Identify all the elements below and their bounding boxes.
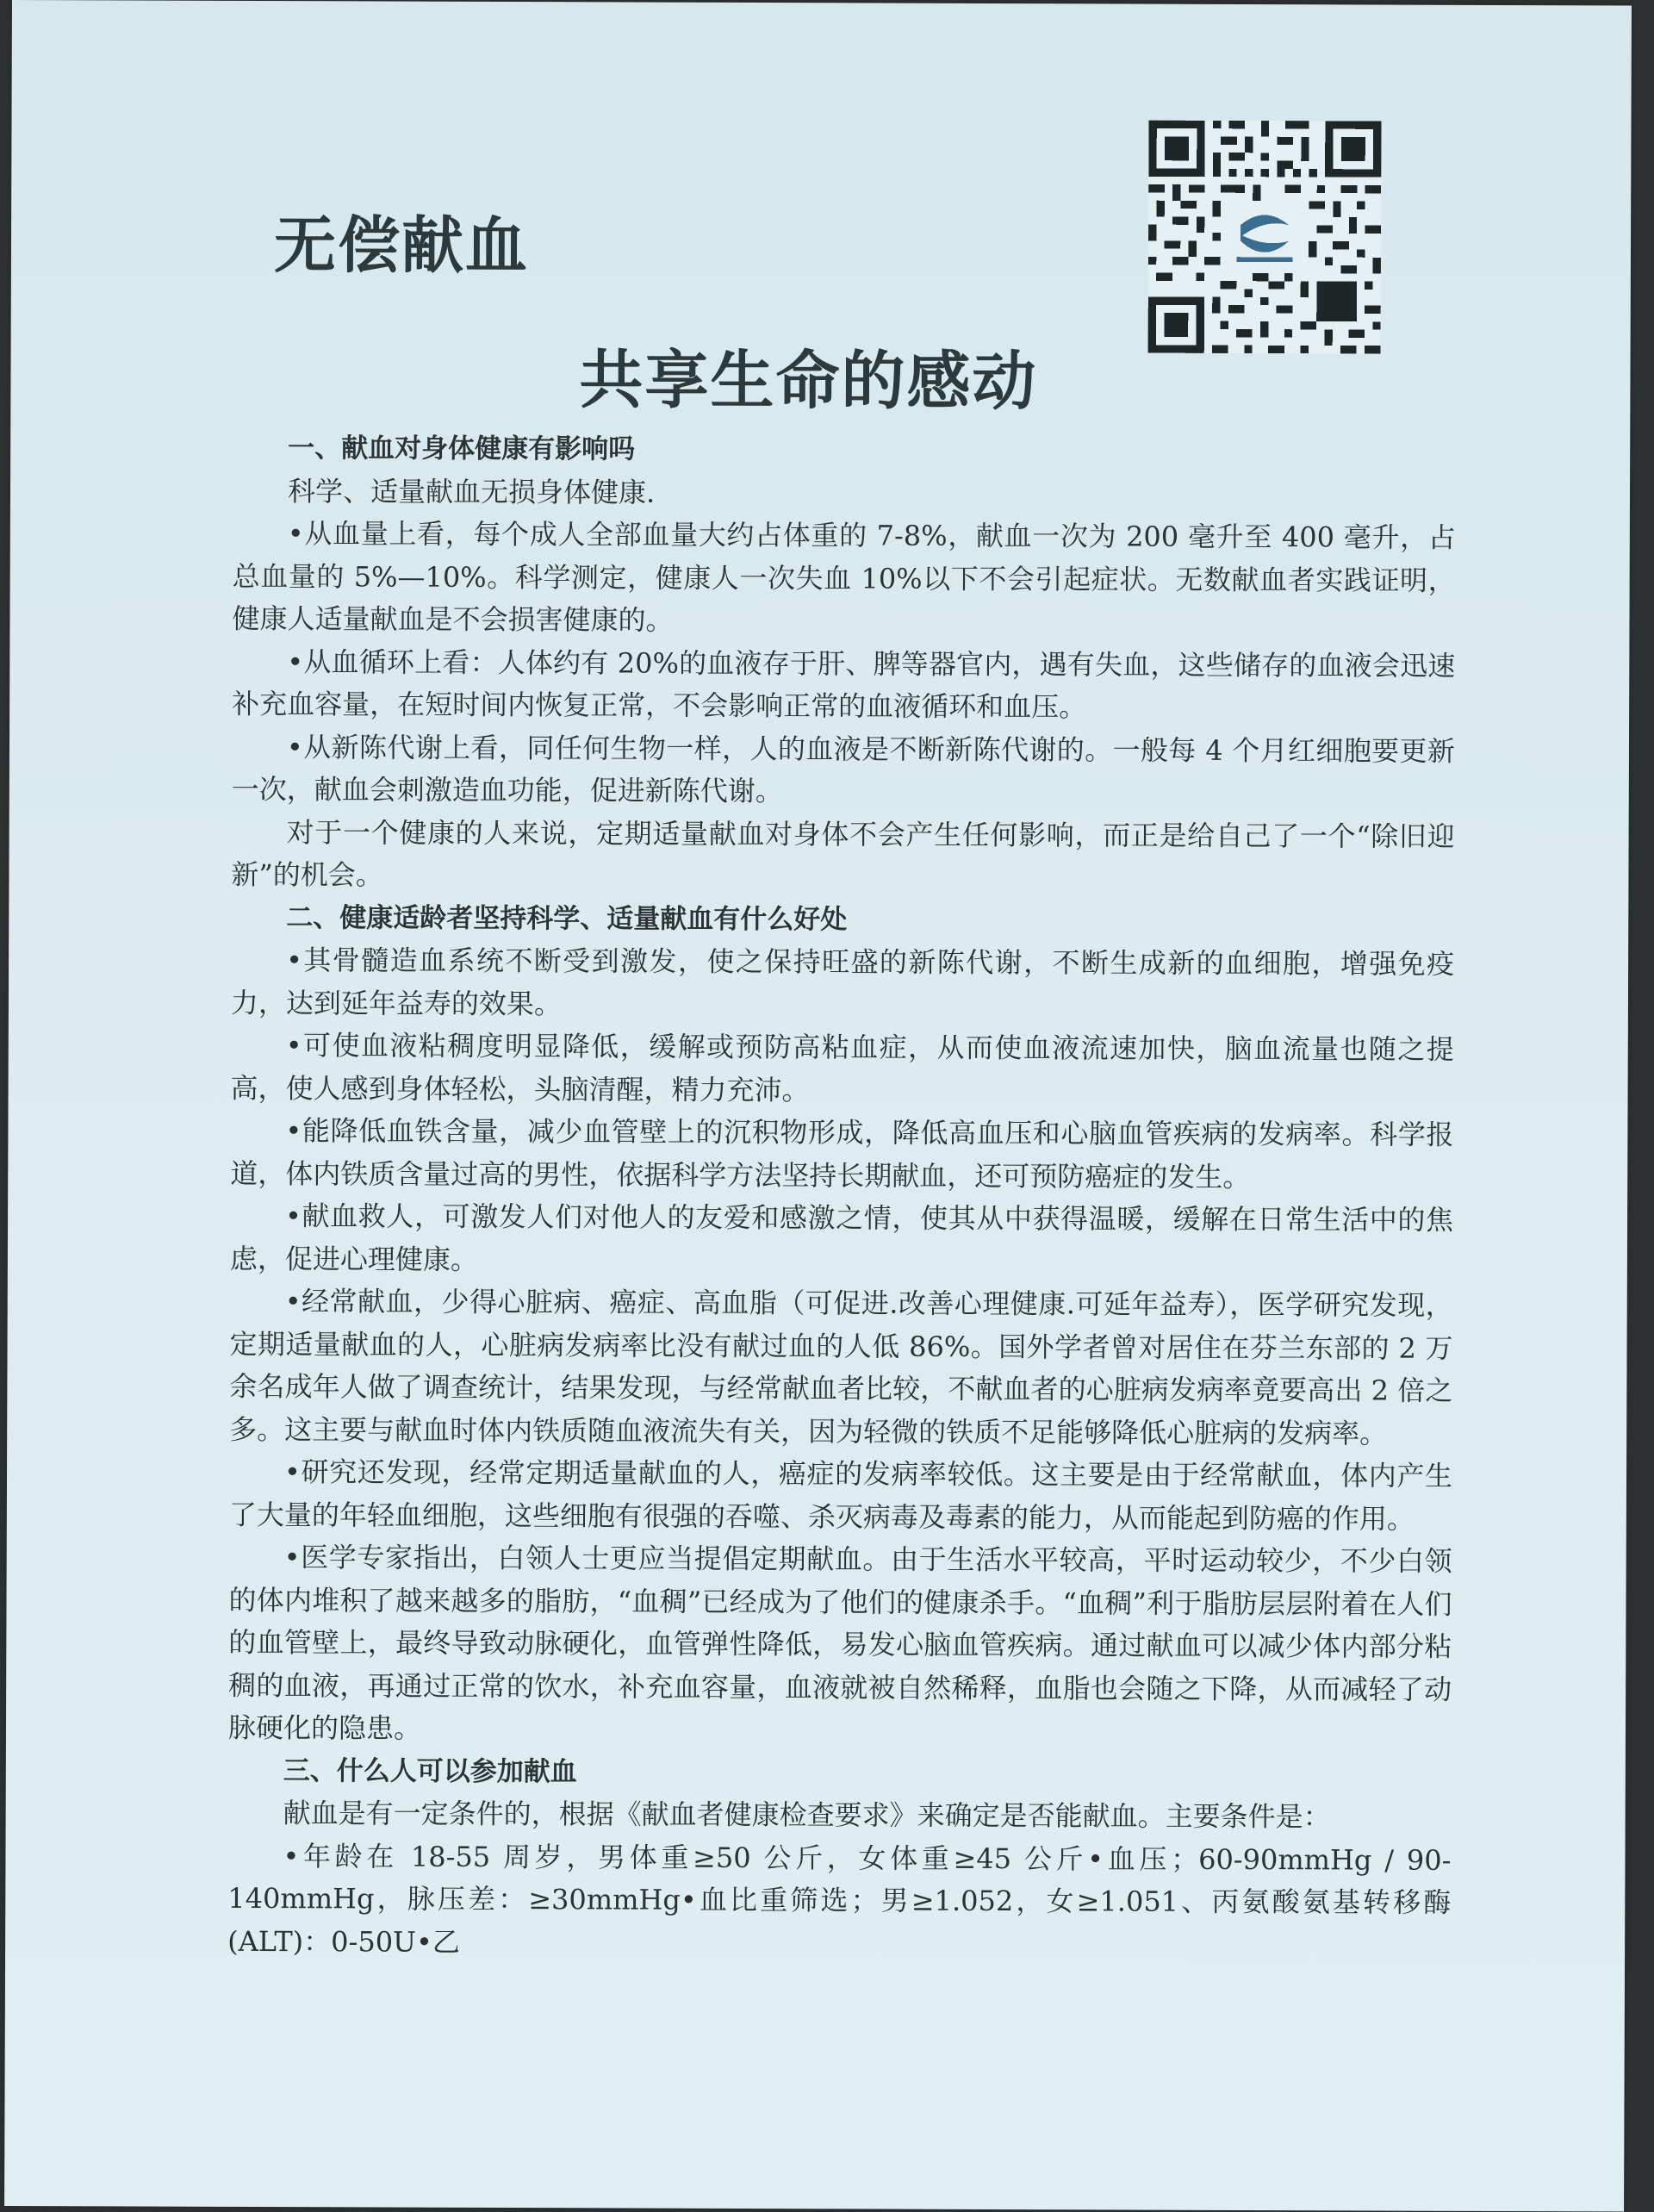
section-heading: 二、健康适龄者坚持科学、适量献血有什么好处 bbox=[286, 901, 848, 935]
paragraph: •可使血液粘稠度明显降低，缓解或预防高粘血症，从而使血液流速加快，脑血流量也随之提高，使人感到身体轻松，头脑清醒，精力充沛。 bbox=[230, 1029, 1454, 1106]
title-line-2: 共享生命的感动 bbox=[579, 343, 1038, 420]
paragraph: •其骨髓造血系统不断受到激发，使之保持旺盛的新陈代谢，不断生成新的血细胞，增强免疫力，达到延年益寿的效果。 bbox=[230, 944, 1455, 1020]
paragraph: 献血是有一定条件的，根据《献血者健康检查要求》来确定是否能献血。主要条件是： bbox=[283, 1797, 1331, 1834]
paragraph: •经常献血，少得心脏病、癌症、高血脂（可促进.改善心理健康.可延年益寿），医学研究发现，定期适量献血的人，心脏病发病率比没有献过血的人低 86%。国外学者曾对居住在芬兰东部的 2 万余名成年人做了调查统计，结果发现，与经常献血者比较，不献血者的心脏病发病率竟要高出 2 倍之多。这主要与献血时体内铁质随血液流失有关，因为轻微的铁质不足能够降低心脏病的发病率。 bbox=[229, 1285, 1453, 1450]
paragraph: •能降低血铁含量，减少血管壁上的沉积物形成，降低高血压和心脑血管疾病的发病率。科学报道，体内铁质含量过高的男性，依据科学方法坚持长期献血，还可预防癌症的发生。 bbox=[230, 1114, 1454, 1193]
paragraph: •医学专家指出，白领人士更应当提倡定期献血。由于生活水平较高，平时运动较少，不少白领的体内堆积了越来越多的脂肪，“血稠”已经成为了他们的健康杀手。“血稠”利于脂肪层层附着在人们的血管壁上，最终导致动脉硬化，血管弹性降低，易发心脑血管疾病。通过献血可以减少体内部分粘稠的血液，再通过正常的饮水，补充血容量，血液就被自然稀释，血脂也会随之下降，从而减轻了动脉硬化的隐患。 bbox=[227, 1541, 1452, 1745]
title-line-1: 无偿献血 bbox=[273, 209, 530, 283]
article-body bbox=[227, 427, 1456, 1967]
flyer-page bbox=[4, 0, 1632, 2212]
paragraph: •从血量上看，每个成人全部血量大约占体重的 7-8%，献血一次为 200 毫升至 400 毫升，占总血量的 5%—10%。科学测定，健康人一次失血 10%以下不会引起症状。无数献血者实践证明，健康人适量献血是不会损害健康的。 bbox=[232, 517, 1456, 637]
section-heading: 三、什么人可以参加献血 bbox=[283, 1754, 577, 1787]
section-heading: 一、献血对身体健康有影响吗 bbox=[288, 433, 636, 465]
paragraph: •献血救人，可激发人们对他人的友爱和感激之情，使其从中获得温暖，缓解在日常生活中的焦虑，促进心理健康。 bbox=[229, 1199, 1454, 1276]
qr-code-icon bbox=[1148, 121, 1382, 354]
paragraph: •研究还发现，经常定期适量献血的人，癌症的发病率较低。这主要是由于经常献血，体内产生了大量的年轻血细胞，这些细胞有很强的吞噬、杀灭病毒及毒素的能力，从而能起到防癌的作用。 bbox=[228, 1455, 1453, 1536]
paragraph: 对于一个健康的人来说，定期适量献血对身体不会产生任何影响，而正是给自己了一个“除旧迎新”的机会。 bbox=[231, 815, 1455, 892]
paragraph: •从新陈代谢上看，同任何生物一样，人的血液是不断新陈代谢的。一般每 4 个月红细胞要更新一次，献血会刺激造血功能，促进新陈代谢。 bbox=[231, 730, 1456, 808]
paragraph: 科学、适量献血无损身体健康. bbox=[287, 474, 656, 509]
paragraph: •年龄在 18-55 周岁，男体重≥50 公斤，女体重≥45 公斤•血压；60-90mmHg / 90-140mmHg，脉压差：≥30mmHg•血比重筛选；男≥1.052，女≥1.051、丙氨酸氨基转移酶(ALT)：0-50U•乙 bbox=[227, 1839, 1452, 1959]
paragraph: •从血循环上看：人体约有 20%的血液存于肝、脾等器官内，遇有失血，这些储存的血液会迅速补充血容量，在短时间内恢复正常，不会影响正常的血液循环和血压。 bbox=[232, 645, 1456, 724]
